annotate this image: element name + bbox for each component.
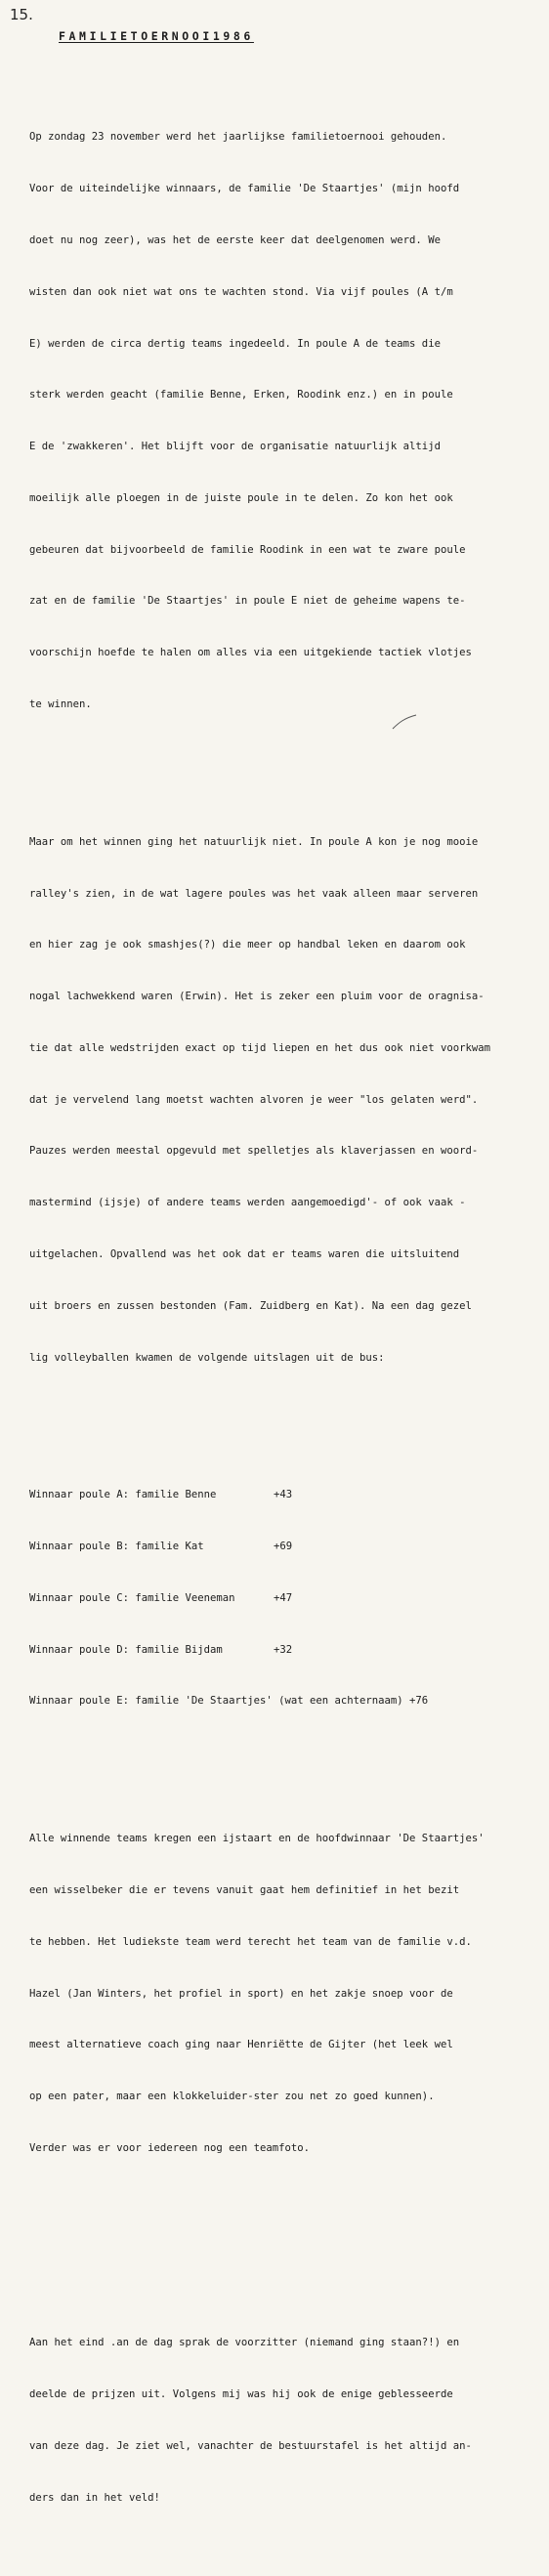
paragraph-games (29, 800, 547, 1402)
text-line: wisten dan ook niet wat ons te wachten stond. Via vijf poules (A t/m (29, 285, 453, 298)
text-line: voorschijn hoefde te halen om alles via een uitgekiende tactiek vlotjes (29, 647, 472, 659)
result-score: +43 (274, 1489, 293, 1501)
text-line: uit broers en zussen bestonden (Fam. Zuidberg en Kat). Na een dag gezel (29, 1299, 472, 1312)
text-line: sterk werden geacht (familie Benne, Erken, Roodink enz.) en in poule (29, 389, 453, 401)
text-line: lig volleyballen kwamen de volgende uitslagen uit de bus: (29, 1351, 385, 1364)
text-line: Alle winnende teams kregen een ijstaart en de hoofdwinnaar 'De Staartjes' (29, 1833, 485, 1845)
result-label: Winnaar poule A: familie Benne (29, 1489, 217, 1501)
paragraph-closing (29, 2301, 547, 2541)
text-line: dat je vervelend lang moetst wachten alvoren je weer "los gelaten werd". (29, 1093, 479, 1106)
text-line: Maar om het winnen ging het natuurlijk niet. In poule A kon je nog mooie (29, 835, 479, 848)
result-row (29, 1642, 547, 1660)
result-score: +47 (274, 1591, 293, 1604)
text-line: Verder was er voor iedereen nog een teamfoto. (29, 2141, 311, 2154)
result-label: Winnaar poule D: familie Bijdam (29, 1643, 223, 1656)
text-line: Op zondag 23 november werd het jaarlijkse familietoernooi gehouden. (29, 131, 447, 144)
result-row (29, 1590, 547, 1608)
text-line: tie dat alle wedstrijden exact op tijd liepen en het dus ook niet voorkwam (29, 1041, 490, 1054)
text-line: Voor de uiteindelijke winnaars, de familie 'De Staartjes' (mijn hoofd (29, 183, 460, 195)
text-line: mastermind (ijsje) of andere teams werden aangemoedigd'- of ook vaak - (29, 1197, 466, 1209)
text-line: meest alternatieve coach ging naar Henriëtte de Gijter (het leek wel (29, 2039, 453, 2051)
text-line: een wisselbeker die er tevens vanuit gaat hem definitief in het bezit (29, 1883, 460, 1896)
result-score: +69 (274, 1541, 293, 1553)
paragraph-prizes (29, 1796, 547, 2192)
text-line: deelde de prijzen uit. Volgens mij was hij ook de enige geblesseerde (29, 2388, 453, 2401)
text-line: E) werden de circa dertig teams ingedeeld. In poule A de teams die (29, 337, 441, 350)
text-line: nogal lachwekkend waren (Erwin). Het is zeker een pluim voor de oragnisa- (29, 991, 485, 1003)
text-line: gebeuren dat bijvoorbeeld de familie Roodink in een wat te zware poule (29, 543, 466, 556)
text-line: E de 'zwakkeren'. Het blijft voor de organisatie natuurlijk altijd (29, 441, 441, 453)
text-line: Aan het eind .an de dag sprak de voorzitter (niemand ging staan?!) en (29, 2337, 460, 2349)
text-line: en hier zag je ook smashjes(?) die meer op handbal leken en daarom ook (29, 939, 466, 951)
text-line: Hazel (Jan Winters, het profiel in sport) en het zakje snoep voor de (29, 1987, 453, 2000)
result-label: Winnaar poule C: familie Veeneman (29, 1591, 235, 1604)
text-line: van deze dag. Je ziet wel, vanachter de bestuurstafel is het altijd an- (29, 2439, 472, 2452)
result-row (29, 1539, 547, 1556)
article-body (29, 61, 547, 2576)
paragraph-intro (29, 95, 547, 748)
text-line: uitgelachen. Opvallend was het ook dat er teams waren die uitsluitend (29, 1247, 460, 1260)
text-line: zat en de familie 'De Staartjes' in poule E niet de geheime wapens te- (29, 595, 466, 608)
text-line: Pauzes werden meestal opgevuld met spelletjes als klaverjassen en woord- (29, 1145, 479, 1158)
text-line: te hebben. Het ludiekste team werd terecht het team van de familie v.d. (29, 1935, 472, 1948)
document-title: FAMILIETOERNOOI1986 (59, 29, 254, 43)
paragraph-gap (29, 2243, 547, 2249)
result-score: +32 (274, 1643, 293, 1656)
text-line: op een pater, maar een klokkeluider-ster zou net zo goed kunnen). (29, 2090, 435, 2103)
text-line: doet nu nog zeer), was het de eerste keer dat deelgenomen werd. We (29, 233, 441, 246)
result-row-e: Winnaar poule E: familie 'De Staartjes' (wat een achternaam) +76 (29, 1695, 429, 1708)
text-line: ders dan in het veld! (29, 2491, 160, 2504)
page-number: 15. (10, 6, 33, 23)
result-label: Winnaar poule B: familie Kat (29, 1541, 204, 1553)
text-line: te winnen. (29, 697, 92, 710)
text-line: ralley's zien, in de wat lagere poules was het vaak alleen maar serveren (29, 887, 479, 900)
result-row (29, 1487, 547, 1504)
pen-mark (391, 713, 418, 731)
text-line: moeilijk alle ploegen in de juiste poule in te delen. Zo kon het ook (29, 491, 453, 504)
results-list (29, 1453, 547, 1745)
